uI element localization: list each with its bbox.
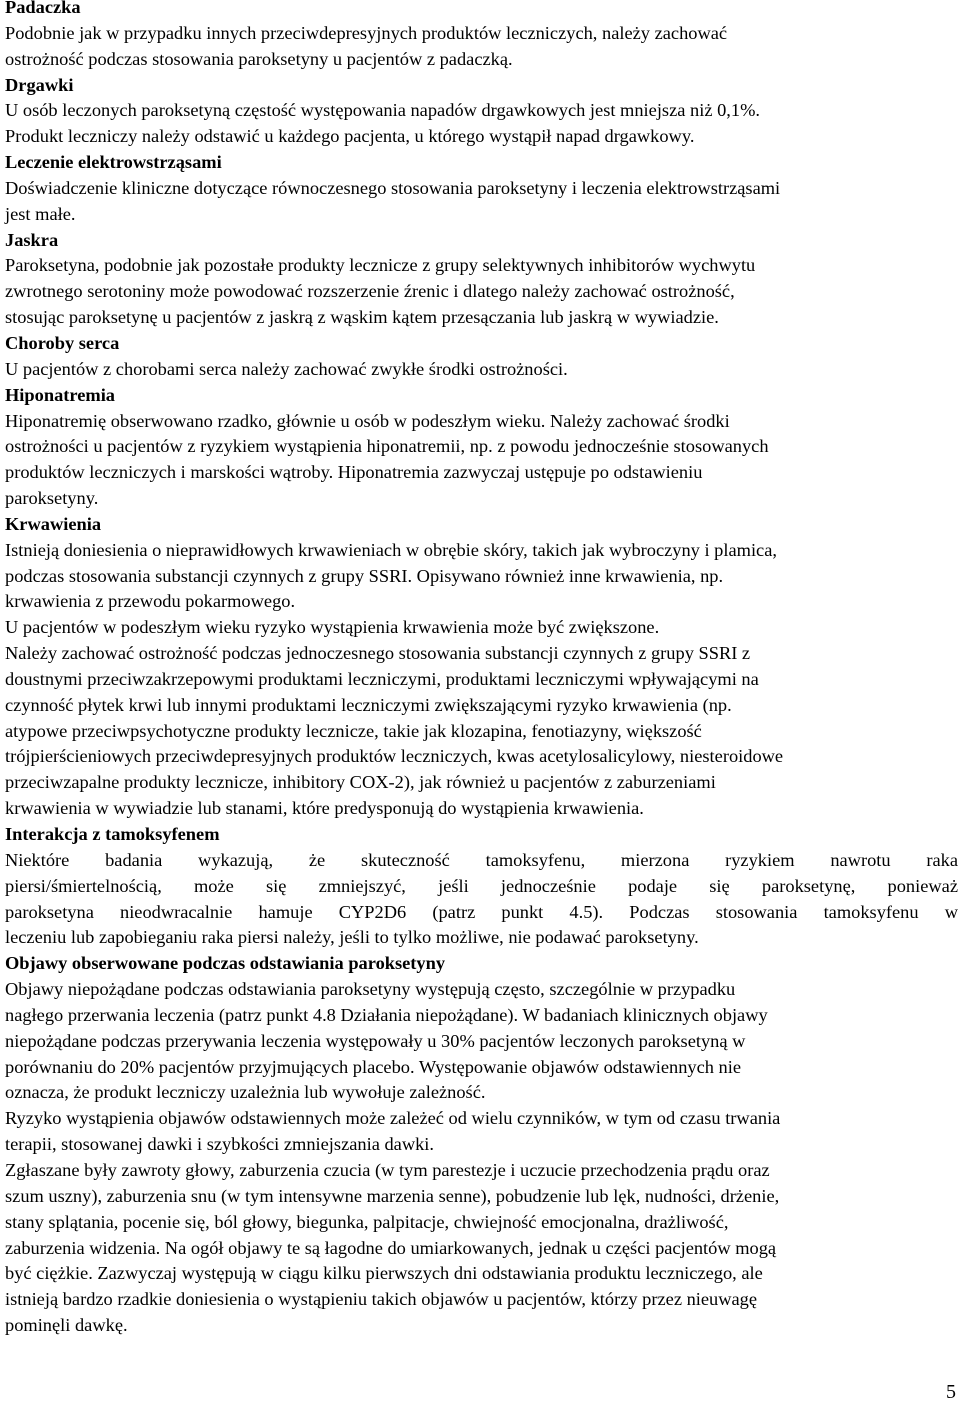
document-body bbox=[5, 0, 958, 1339]
body-line: krwawienia w wywiadzie lub stanami, które predysponują do wystąpienia krwawienia. bbox=[5, 798, 644, 819]
body-line: zaburzenia widzenia. Na ogół objawy te są łagodne do umiarkowanych, jednak u części pacjentów mogą bbox=[5, 1237, 777, 1258]
section-heading: Objawy obserwowane podczas odstawiania paroksetyny bbox=[5, 953, 446, 974]
body-line: produktów leczniczych i marskości wątroby. Hiponatremia zazwyczaj ustępuje po odstawieniu bbox=[5, 462, 703, 483]
body-line: Produkt leczniczy należy odstawić u każdego pacjenta, u którego wystąpił napad drgawkowy. bbox=[5, 126, 695, 147]
body-line: podczas stosowania substancji czynnych z grupy SSRI. Opisywano również inne krwawienia, np. bbox=[5, 565, 724, 586]
body-line: U pacjentów z chorobami serca należy zachować zwykłe środki ostrożności. bbox=[5, 358, 568, 379]
body-line: niepożądane podczas przerywania leczenia występowały u 30% pacjentów leczonych paroksetyną w bbox=[5, 1030, 746, 1051]
body-line: Doświadczenie kliniczne dotyczące równoczesnego stosowania paroksetyny i leczenia elektrowstrząsami bbox=[5, 177, 781, 198]
section-heading: Leczenie elektrowstrząsami bbox=[5, 152, 222, 173]
body-line: U osób leczonych paroksetyną częstość występowania napadów drgawkowych jest mniejsza niż 0,1%. bbox=[5, 100, 760, 121]
body-line: Ryzyko wystąpienia objawów odstawiennych może zależeć od wielu czynników, w tym od czasu trwania bbox=[5, 1108, 781, 1129]
body-line: Objawy niepożądane podczas odstawiania paroksetyny występują często, szczególnie w przypadku bbox=[5, 979, 736, 1000]
body-line: jest małe. bbox=[5, 203, 76, 224]
body-line: ostrożność podczas stosowania paroksetyny u pacjentów z padaczką. bbox=[5, 48, 513, 69]
body-line: U pacjentów w podeszłym wieku ryzyko wystąpienia krwawienia może być zwiększone. bbox=[5, 617, 660, 638]
body-line: atypowe przeciwpsychotyczne produkty lecznicze, takie jak klozapina, fenotiazyny, większość bbox=[5, 720, 702, 741]
body-line: Należy zachować ostrożność podczas jednoczesnego stosowania substancji czynnych z grupy SSRI z bbox=[5, 643, 751, 664]
section-heading: Hiponatremia bbox=[5, 384, 116, 405]
body-line: porównaniu do 20% pacjentów przyjmujących placebo. Występowanie objawów odstawiennych nie bbox=[5, 1056, 742, 1077]
section-heading: Interakcja z tamoksyfenem bbox=[5, 824, 220, 844]
body-line: Niektóre badania wykazują, że skuteczność tamoksyfenu, mierzona ryzykiem nawrotu raka bbox=[5, 849, 958, 870]
section-heading: Drgawki bbox=[5, 74, 74, 95]
body-line: terapii, stosowanej dawki i szybkości zmniejszania dawki. bbox=[5, 1134, 435, 1155]
body-line: paroksetyna nieodwracalnie hamuje CYP2D6 (patrz punkt 4.5). Podczas stosowania tamoksyfenu w bbox=[5, 901, 958, 922]
body-line: istnieją bardzo rzadkie doniesienia o wystąpieniu takich objawów u pacjentów, którzy przez nieuwagę bbox=[5, 1289, 758, 1310]
body-line: Istnieją doniesienia o nieprawidłowych krwawieniach w obrębie skóry, takich jak wybroczyny i plamica, bbox=[5, 539, 777, 560]
section-heading: Padaczka bbox=[5, 0, 81, 17]
body-line: Podobnie jak w przypadku innych przeciwdepresyjnych produktów leczniczych, należy zachować bbox=[5, 22, 728, 43]
body-line: nagłego przerwania leczenia (patrz punkt 4.8 Działania niepożądane). W badaniach klinicznych objawy bbox=[5, 1004, 768, 1025]
body-line: Hiponatremię obserwowano rzadko, głównie u osób w podeszłym wieku. Należy zachować środki bbox=[5, 410, 730, 431]
body-line: stany splątania, pocenie się, ból głowy, biegunka, palpitacje, chwiejność emocjonalna, drażliwość, bbox=[5, 1211, 729, 1232]
body-line: szum uszny), zaburzenia snu (w tym intensywne marzenia senne), pobudzenie lub lęk, nudności, drżenie, bbox=[5, 1185, 780, 1206]
body-line: zwrotnego serotoniny może powodować rozszerzenie źrenic i dlatego należy zachować ostrożność, bbox=[5, 281, 735, 302]
section-heading: Jaskra bbox=[5, 229, 59, 250]
body-line: Zgłaszane były zawroty głowy, zaburzenia czucia (w tym parestezje i uczucie przechodzenia prądu oraz bbox=[5, 1159, 770, 1180]
body-line: być ciężkie. Zazwyczaj występują w ciągu kilku pierwszych dni odstawiania produktu leczniczego, ale bbox=[5, 1263, 763, 1284]
body-line: trójpierścieniowych przeciwdepresyjnych produktów leczniczych, kwas acetylosalicylowy, niesteroidowe bbox=[5, 746, 784, 767]
page-number: 5 bbox=[946, 1381, 956, 1403]
section-heading: Krwawienia bbox=[5, 513, 102, 534]
body-line: doustnymi przeciwzakrzepowymi produktami leczniczymi, produktami leczniczymi wpływającymi na bbox=[5, 668, 759, 689]
body-line: piersi/śmiertelnością, może się zmniejszyć, jeśli jednocześnie podaje się paroksetynę, ponieważ bbox=[5, 875, 958, 896]
body-line: czynność płytek krwi lub innymi produktami leczniczymi zwiększającymi ryzyko krwawienia (np. bbox=[5, 694, 732, 715]
body-line: stosując paroksetynę u pacjentów z jaskrą z wąskim kątem przesączania lub jaskrą w wywiadzie. bbox=[5, 307, 719, 328]
body-line: ostrożności u pacjentów z ryzykiem wystąpienia hiponatremii, np. z powodu jednocześnie stosowanych bbox=[5, 436, 769, 457]
body-line: pominęli dawkę. bbox=[5, 1315, 128, 1336]
body-line: przeciwzapalne produkty lecznicze, inhibitory COX-2), jak również u pacjentów z zaburzeniami bbox=[5, 772, 716, 793]
body-line: paroksetyny. bbox=[5, 488, 99, 509]
body-line: oznacza, że produkt leczniczy uzależnia lub wywołuje zależność. bbox=[5, 1082, 486, 1103]
section-heading: Choroby serca bbox=[5, 332, 120, 353]
body-line: leczeniu lub zapobieganiu raka piersi należy, jeśli to tylko możliwe, nie podawać paroksetyny. bbox=[5, 927, 699, 948]
body-line: krwawienia z przewodu pokarmowego. bbox=[5, 591, 296, 612]
body-line: Paroksetyna, podobnie jak pozostałe produkty lecznicze z grupy selektywnych inhibitorów wychwytu bbox=[5, 255, 756, 276]
